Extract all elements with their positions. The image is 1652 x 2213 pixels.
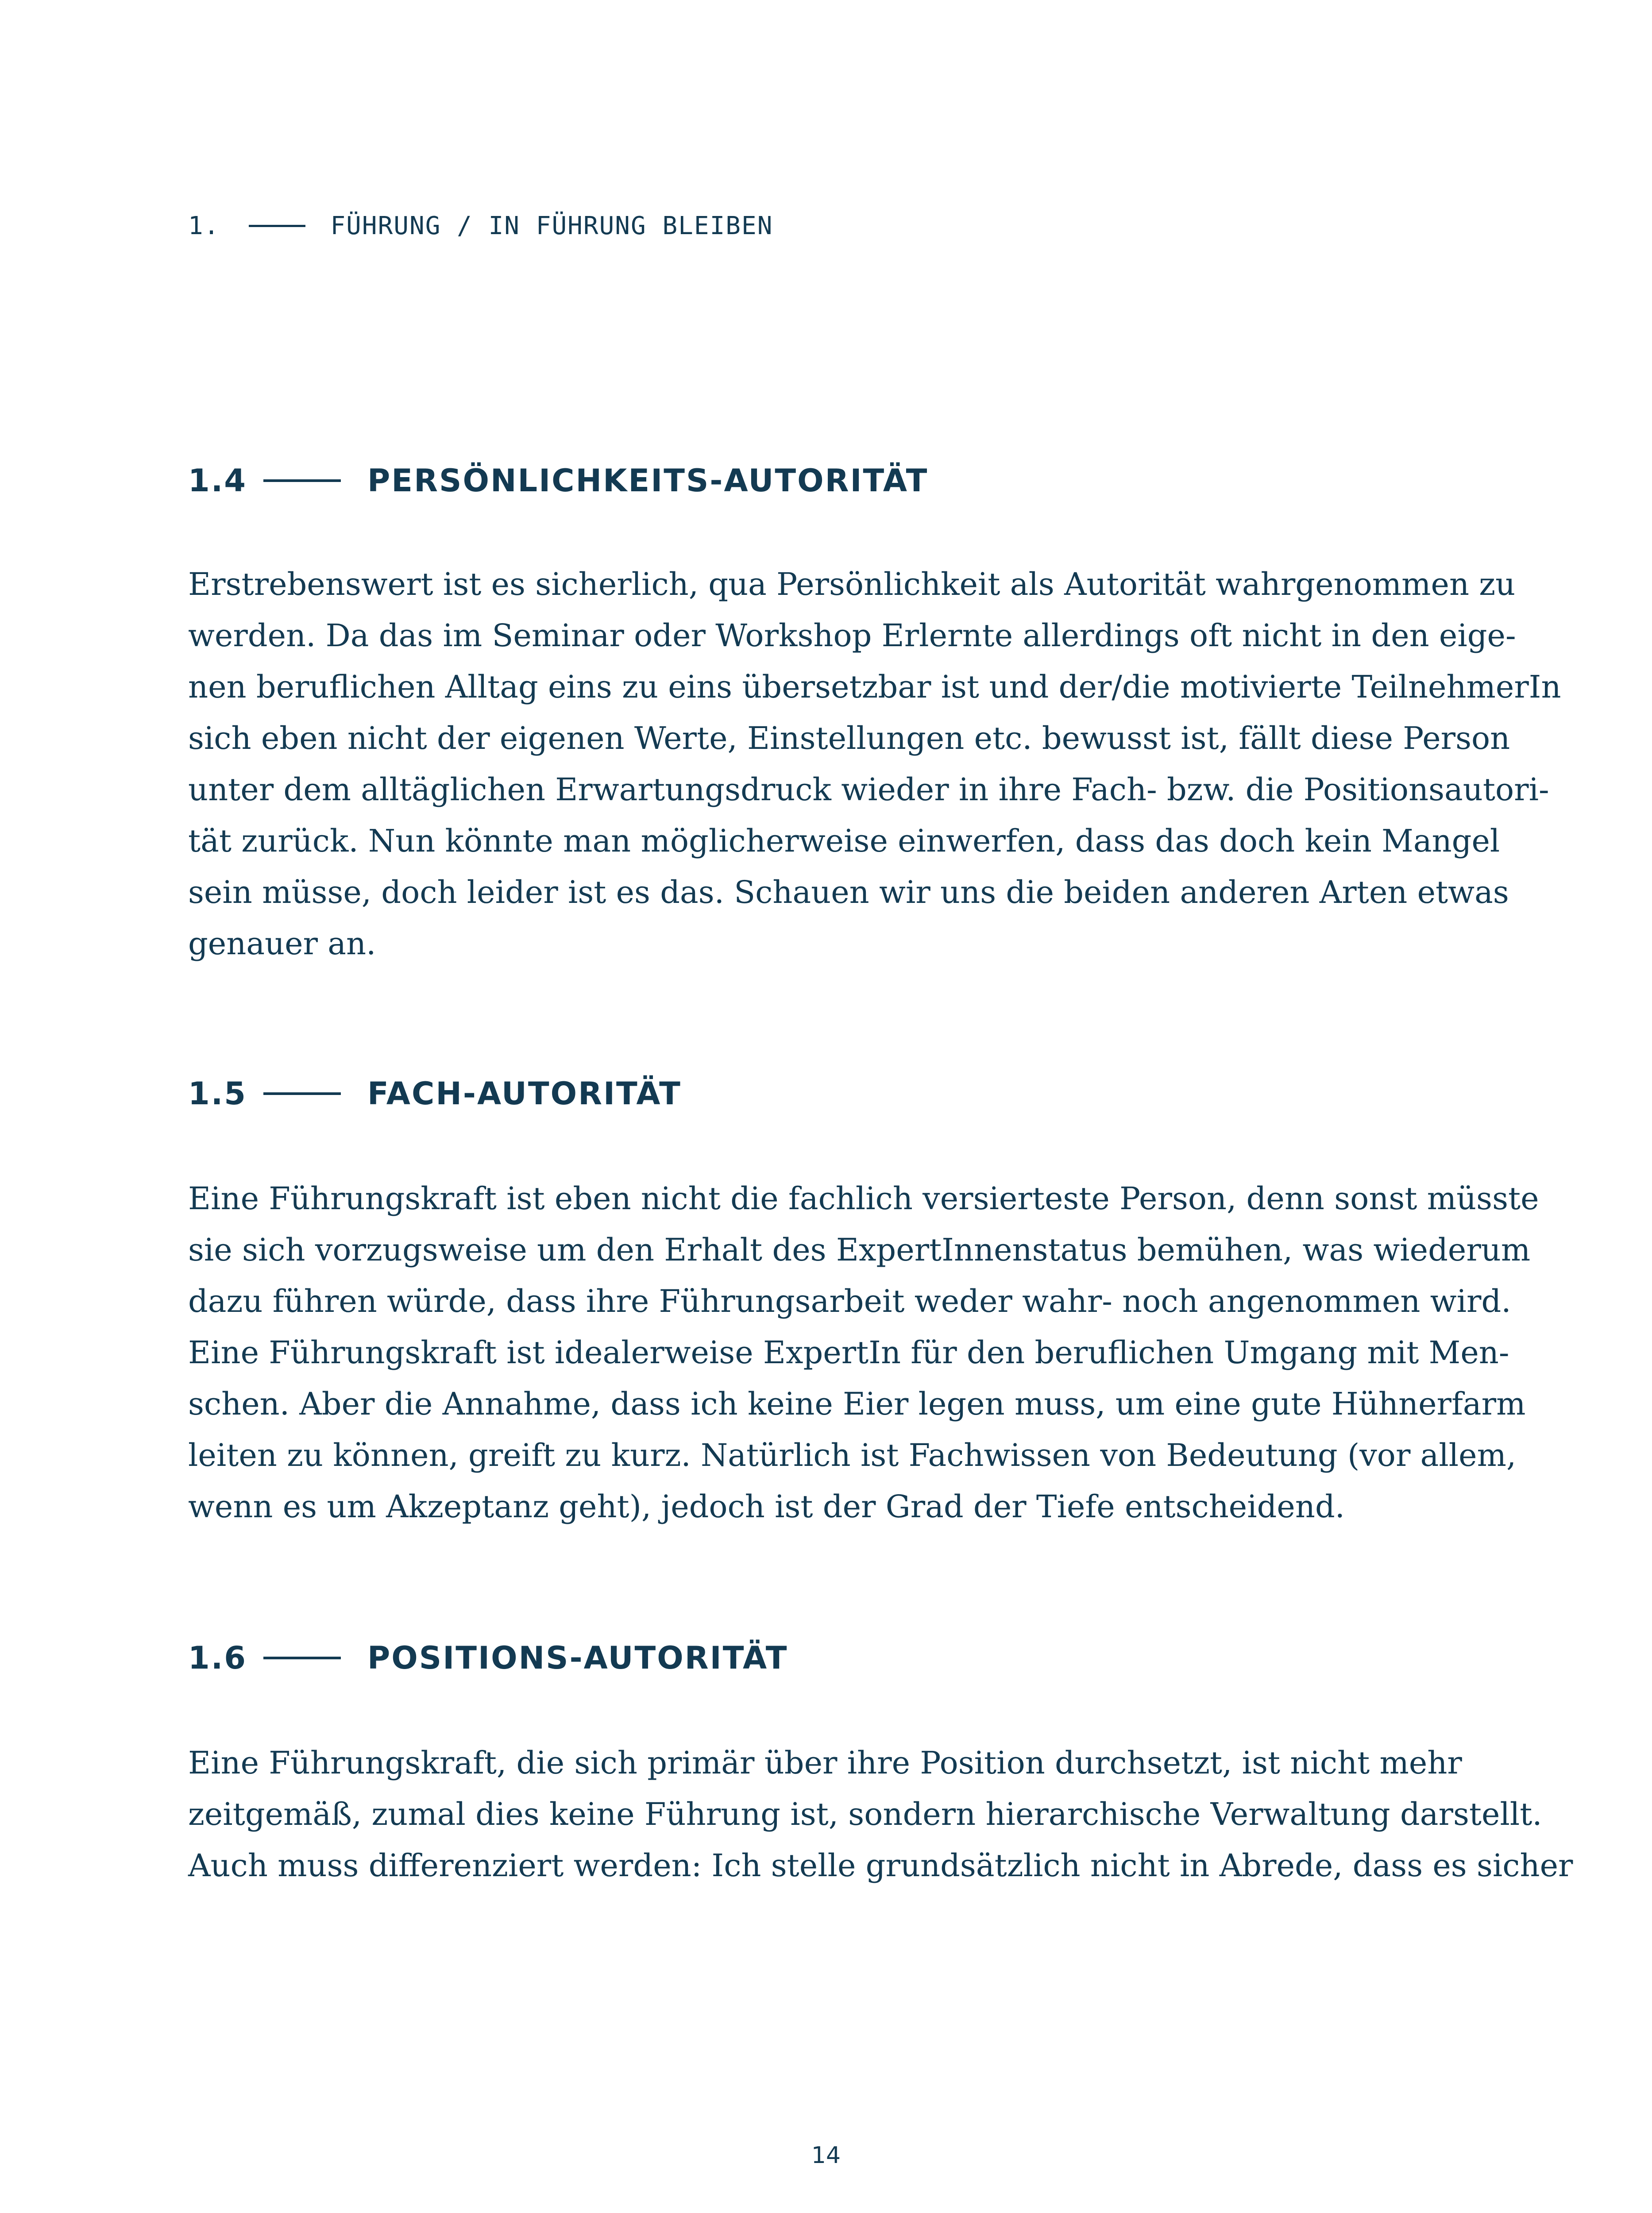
text-line: dazu führen würde, dass ihre Führungsarbeit weder wahr- noch angenommen wird. <box>188 1283 1511 1319</box>
section-heading-1-5 <box>188 1076 682 1112</box>
running-head-number: 1. <box>188 212 220 240</box>
text-line: werden. Da das im Seminar oder Workshop Erlernte allerdings oft nicht in den eige- <box>188 617 1516 654</box>
running-head-title: FÜHRUNG / IN FÜHRUNG BLEIBEN <box>330 212 773 240</box>
section-title: PERSÖNLICHKEITS-AUTORITÄT <box>367 463 929 499</box>
text-line: Erstrebenswert ist es sicherlich, qua Persönlichkeit als Autorität wahrgenommen zu <box>188 566 1516 602</box>
text-line: unter dem alltäglichen Erwartungsdruck wieder in ihre Fach- bzw. die Positionsautori- <box>188 771 1549 808</box>
text-line: Eine Führungskraft ist eben nicht die fachlich versierteste Person, denn sonst müsste <box>188 1180 1539 1217</box>
section-number: 1.6 <box>188 1640 247 1676</box>
text-line: Eine Führungskraft, die sich primär über ihre Position durchsetzt, ist nicht mehr <box>188 1745 1462 1781</box>
text-line: leiten zu können, greift zu kurz. Natürlich ist Fachwissen von Bedeutung (vor allem, <box>188 1437 1517 1473</box>
section-title: FACH-AUTORITÄT <box>367 1076 682 1112</box>
text-line: sein müsse, doch leider ist es das. Schauen wir uns die beiden anderen Arten etwas <box>188 874 1509 910</box>
running-head-dash <box>249 225 305 227</box>
text-line: nen beruflichen Alltag eins zu eins übersetzbar ist und der/die motivierte TeilnehmerIn <box>188 669 1561 705</box>
text-line: sich eben nicht der eigenen Werte, Einstellungen etc. bewusst ist, fällt diese Person <box>188 720 1510 756</box>
section-number: 1.4 <box>188 463 247 499</box>
page-number: 14 <box>811 2142 841 2169</box>
section-number: 1.5 <box>188 1076 247 1112</box>
text-line: genauer an. <box>188 925 376 962</box>
paragraph-1-4 <box>188 559 1561 969</box>
running-head <box>188 212 773 240</box>
section-dash <box>263 1657 341 1659</box>
paragraph-1-6 <box>188 1737 1573 1891</box>
section-title: POSITIONS-AUTORITÄT <box>367 1640 788 1676</box>
section-dash <box>263 1092 341 1095</box>
section-heading-1-6 <box>188 1640 788 1676</box>
text-line: schen. Aber die Annahme, dass ich keine Eier legen muss, um eine gute Hühnerfarm <box>188 1386 1526 1422</box>
section-dash <box>263 479 341 482</box>
paragraph-1-5 <box>188 1173 1539 1532</box>
text-line: wenn es um Akzeptanz geht), jedoch ist der Grad der Tiefe entscheidend. <box>188 1488 1345 1525</box>
text-line: zeitgemäß, zumal dies keine Führung ist, sondern hierarchische Verwaltung darstellt. <box>188 1796 1542 1832</box>
text-line: Eine Führungskraft ist idealerweise ExpertIn für den beruflichen Umgang mit Men- <box>188 1334 1509 1371</box>
text-line: Auch muss differenziert werden: Ich stelle grundsätzlich nicht in Abrede, dass es sicher <box>188 1847 1573 1884</box>
text-line: tät zurück. Nun könnte man möglicherweise einwerfen, dass das doch kein Mangel <box>188 823 1500 859</box>
text-line: sie sich vorzugsweise um den Erhalt des ExpertInnenstatus bemühen, was wiederum <box>188 1232 1531 1268</box>
section-heading-1-4 <box>188 463 928 499</box>
